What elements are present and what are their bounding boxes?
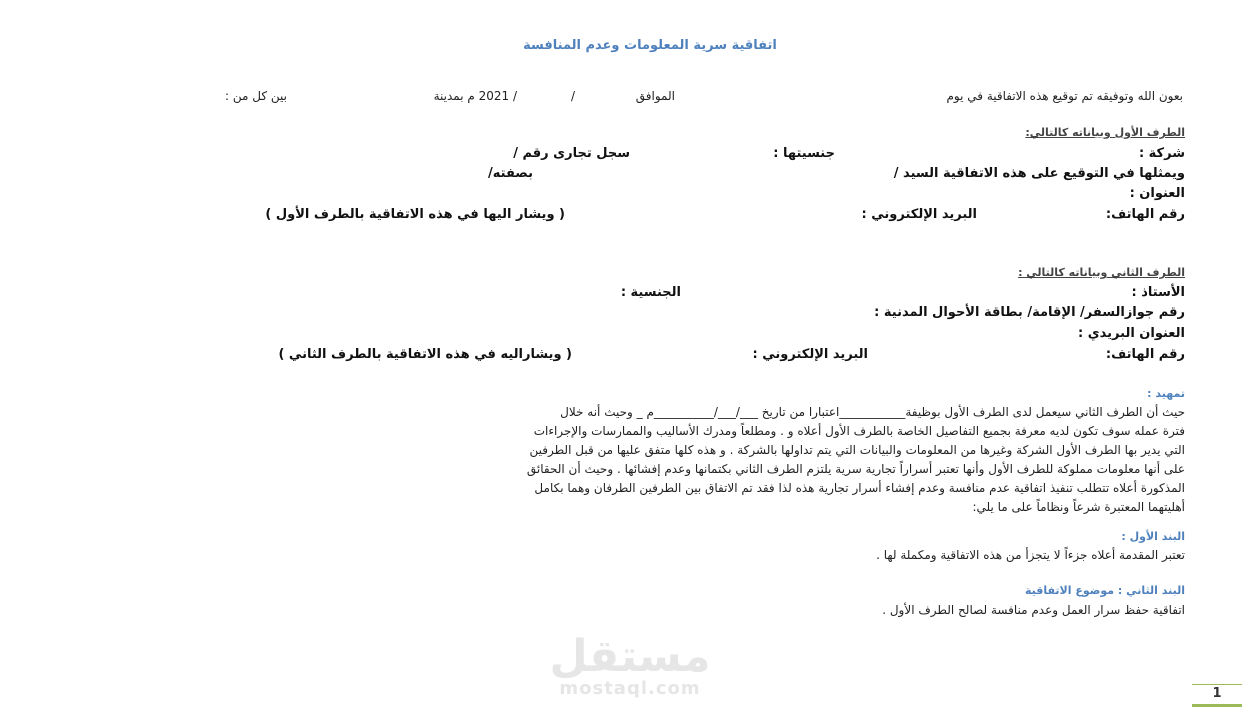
party-two-nationality-label: الجنسية : [620, 285, 681, 300]
party-two-reference-note: ( ويشاراليه في هذه الاتفاقية بالطرف الثاني ) [278, 347, 572, 362]
preamble-line: التي يدير بها الطرف الأول الشركة وغيرها من المعلومات والبيانات التي يتم تداولها بالشركة . و هذه كلها متفق عليها من قبل الطرفين [529, 443, 1185, 457]
preamble-line: أهليتهما المعتبرة شرعاً ونظاماً على ما يلي: [972, 500, 1185, 514]
id-document-label: رقم جوازالسفر/ الإقامة/ بطاقة الأحوال المدنية : [874, 305, 1185, 320]
nationality-label: جنسيتها : [773, 146, 835, 161]
preamble-line: المذكورة أعلاه تتطلب تنفيذ اتفاقية عدم منافسة وعدم إفشاء أسرار تجارية هذه لذا فقد تم الاتفاق بين الطرفين الطرفان وهما بكامل [534, 481, 1185, 495]
watermark-arabic: مستقل [549, 631, 711, 682]
clause-one-text: تعتبر المقدمة أعلاه جزءاً لا يتجزأ من هذه الاتفاقية ومكملة لها . [876, 548, 1185, 562]
page-number: 1 [1212, 686, 1222, 701]
preamble-line: فترة عمله سوف تكون لديه معرفة بجميع التفاصيل الخاصة بالطرف الأول أعلاه و . ومطلعاً ومدرك الأساليب والممارسات والإجراءات [533, 424, 1185, 438]
phone-label: رقم الهاتف: [1105, 207, 1185, 222]
email-label: البريد الإلكتروني : [861, 207, 977, 222]
company-label: شركة : [1138, 146, 1185, 161]
intro-date-slash: / [570, 89, 575, 103]
intro-opening: بعون الله وتوفيقه تم توقيع هذه الاتفاقية في يوم [946, 89, 1183, 103]
commercial-register-label: سجل تجارى رقم / [513, 146, 630, 161]
mr-label: الأستاذ : [1131, 285, 1185, 300]
preamble-line: على أنها معلومات مملوكة للطرف الأول وأنها تعتبر أسراراً تجارية سرية يلتزم الطرف الثاني بكتمانها وعدم إفشائها . وحيث أن الحقائق [526, 462, 1185, 476]
address-label: العنوان : [1129, 186, 1185, 201]
party-one-heading: الطرف الأول وبياناته كالتالي: [1025, 126, 1185, 139]
page-number-top-rule [1192, 684, 1242, 685]
watermark-latin: mostaql.com [559, 678, 701, 699]
postal-address-label: العنوان البريدي : [1078, 326, 1185, 341]
preamble-heading: تمهيد : [1147, 387, 1185, 400]
preamble-line: حيث أن الطرف الثاني سيعمل لدى الطرف الأول بوظيفة___________اعتبارا من تاريخ ___/___/__________م _ وحيث أنه خلال [560, 405, 1185, 419]
page-number-bottom-rule [1192, 704, 1242, 707]
intro-between: بين كل من : [225, 89, 287, 103]
party-one-reference-note: ( ويشار اليها في هذه الاتفاقية بالطرف الأول ) [265, 207, 565, 222]
clause-two-heading: البند الثاني : موضوع الاتفاقية [1025, 584, 1185, 597]
clause-two-text: اتفاقية حفظ سرار العمل وعدم منافسة لصالح الطرف الأول . [882, 603, 1185, 617]
party-two-phone-label: رقم الهاتف: [1105, 347, 1185, 362]
intro-corresponding-label: الموافق [635, 89, 675, 103]
clause-one-heading: البند الأول : [1121, 530, 1185, 543]
intro-year-city: / 2021 م بمدينة [433, 89, 517, 103]
watermark-logo [540, 631, 720, 710]
capacity-label: بصفته/ [488, 166, 533, 181]
representative-label: ويمثلها في التوقيع على هذه الاتفاقية السيد / [893, 166, 1185, 181]
party-two-email-label: البريد الإلكتروني : [752, 347, 868, 362]
party-two-heading: الطرف الثاني وبياناته كالتالي : [1018, 266, 1185, 279]
document-title: اتفاقية سرية المعلومات وعدم المنافسة [523, 38, 777, 53]
